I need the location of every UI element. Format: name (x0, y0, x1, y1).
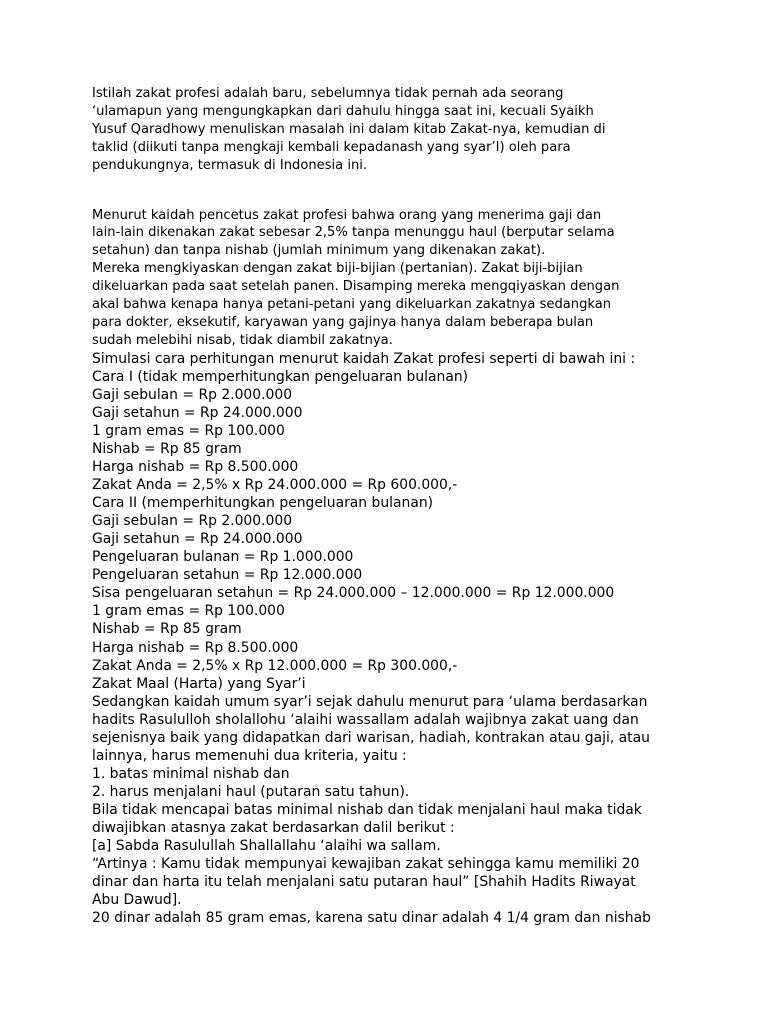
text-line: lain-lain dikenakan zakat sebesar 2,5% tanpa menunggu haul (berputar selama (92, 225, 615, 241)
text-line: dikeluarkan pada saat setelah panen. Disamping mereka mengqiyaskan dengan (92, 279, 620, 295)
text-line: Nishab = Rp 85 gram (92, 621, 242, 638)
text-line: Harga nishab = Rp 8.500.000 (92, 459, 299, 476)
text-line: Istilah zakat profesi adalah baru, sebelumnya tidak pernah ada seorang (92, 86, 564, 101)
text-line: Nishab = Rp 85 gram (92, 441, 242, 458)
text-line: para dokter, eksekutif, karyawan yang gajinya hanya dalam beberapa bulan (92, 314, 594, 330)
text-line: Harga nishab = Rp 8.500.000 (92, 639, 299, 656)
text-line: Zakat Maal (Harta) yang Syar’i (92, 675, 306, 692)
text-line: sudah melebihi nisab, tidak diambil zakatnya. (92, 332, 393, 348)
text-line: [a] Sabda Rasulullah Shallallahu ‘alaihi wa sallam. (92, 838, 441, 855)
text-line: sejenisnya baik yang didapatkan dari warisan, hadiah, kontrakan atau gaji, atau (92, 729, 650, 746)
text-line: ‘ulamapun yang mengungkapkan dari dahulu hingga saat ini, kecuali Syaikh (92, 103, 594, 119)
paragraph-intro (92, 85, 672, 175)
text-line: pendukungnya, termasuk di Indonesia ini. (92, 157, 368, 173)
text-line: Gaji sebulan = Rp 2.000.000 (92, 386, 293, 403)
text-line: dinar dan harta itu telah menjalani satu putaran haul” [Shahih Hadits Riwayat (92, 874, 636, 891)
text-line: Cara II (memperhitungkan pengeluaran bulanan) (92, 495, 434, 512)
text-line: Mereka mengkiyaskan dengan zakat biji-bijian (pertanian). Zakat biji-bijian (92, 261, 583, 277)
text-line: Pengeluaran bulanan = Rp 1.000.000 (92, 549, 354, 566)
text-line: Abu Dawud]. (92, 892, 182, 909)
calculation-and-explanation (92, 350, 672, 928)
document-page (92, 85, 672, 927)
text-line: 1 gram emas = Rp 100.000 (92, 422, 285, 439)
text-line: Simulasi cara perhitungan menurut kaidah Zakat profesi seperti di bawah ini : (92, 350, 636, 367)
text-line: Zakat Anda = 2,5% x Rp 12.000.000 = Rp 300.000,- (92, 657, 458, 674)
paragraph-kaidah (92, 207, 672, 350)
text-line: 20 dinar adalah 85 gram emas, karena satu dinar adalah 4 1/4 gram dan nishab (92, 910, 651, 927)
text-line: “Artinya : Kamu tidak mempunyai kewajiban zakat sehingga kamu memiliki 20 (92, 856, 640, 873)
text-line: Sisa pengeluaran setahun = Rp 24.000.000 – 12.000.000 = Rp 12.000.000 (92, 585, 615, 602)
text-line: diwajibkan atasnya zakat berdasarkan dalil berikut : (92, 820, 455, 836)
text-line: hadits Rasululloh sholallohu ‘alaihi wassallam adalah wajibnya zakat uang dan (92, 711, 639, 728)
text-line: setahun) dan tanpa nishab (jumlah minimum yang dikenakan zakat). (92, 243, 546, 259)
text-line: Pengeluaran setahun = Rp 12.000.000 (92, 567, 363, 584)
text-line: taklid (diikuti tanpa mengkaji kembali kepadanash yang syar’I) oleh para (92, 139, 571, 155)
text-line: Gaji sebulan = Rp 2.000.000 (92, 513, 293, 530)
text-line: Zakat Anda = 2,5% x Rp 24.000.000 = Rp 600.000,- (92, 477, 458, 494)
text-line: Sedangkan kaidah umum syar’i sejak dahulu menurut para ‘ulama berdasarkan (92, 693, 648, 710)
text-line: Menurut kaidah pencetus zakat profesi bahwa orang yang menerima gaji dan (92, 207, 602, 223)
text-line: Cara I (tidak memperhitungkan pengeluaran bulanan) (92, 368, 469, 385)
text-line: lainnya, harus memenuhi dua kriteria, yaitu : (92, 747, 407, 764)
text-line: akal bahwa kenapa hanya petani-petani yang dikeluarkan zakatnya sedangkan (92, 297, 612, 313)
text-line: 1 gram emas = Rp 100.000 (92, 603, 285, 620)
text-line: 1. batas minimal nishab dan (92, 765, 290, 782)
text-line: 2. harus menjalani haul (putaran satu tahun). (92, 783, 410, 800)
text-line: Yusuf Qaradhowy menuliskan masalah ini dalam kitab Zakat-nya, kemudian di (92, 121, 606, 137)
text-line: Gaji setahun = Rp 24.000.000 (92, 404, 303, 421)
paragraph-gap (92, 175, 672, 207)
text-line: Bila tidak mencapai batas minimal nishab dan tidak menjalani haul maka tidak (92, 801, 642, 818)
text-line: Gaji setahun = Rp 24.000.000 (92, 531, 303, 548)
